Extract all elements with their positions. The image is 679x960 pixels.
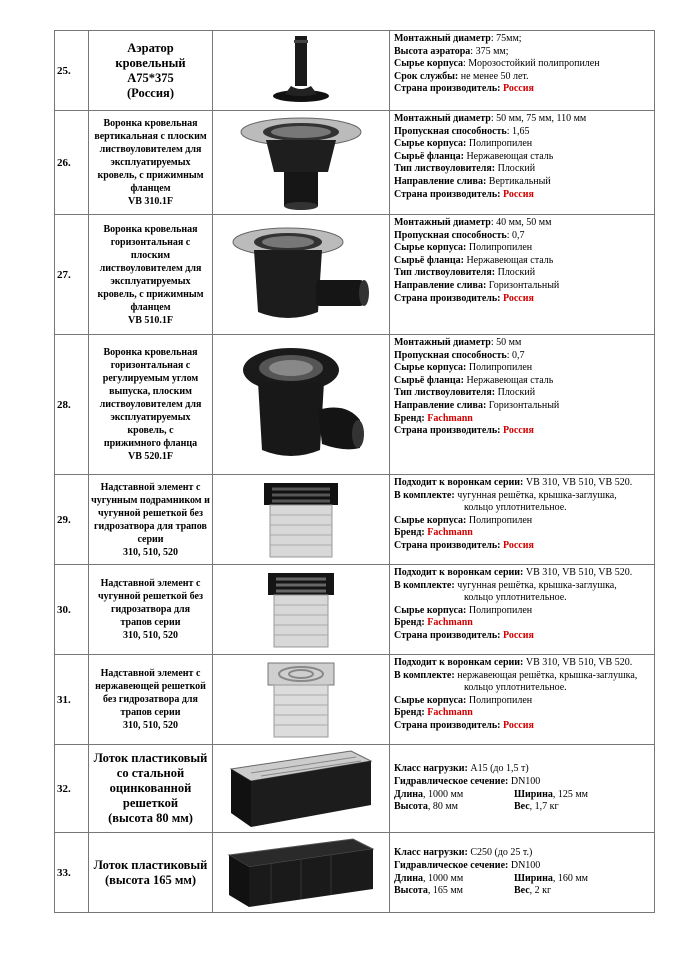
- table-row: [55, 31, 655, 111]
- product-specs: Монтажный диаметр: 75мм; Высота аэратора: 375 мм; Сырье корпуса: Морозостойкий полипропилен Срок службы: не менее 50 лет. Страна производитель: Россия: [390, 31, 655, 111]
- product-table: [54, 30, 655, 913]
- product-specs: Монтажный диаметр: 40 мм, 50 мм Пропускная способность: 0,7 Сырье корпуса: Полипропилен Сырьё фланца: Нержавеющая сталь Тип листвоуловителя: Плоский Направление слива: Горизонтальный Страна производитель: Россия: [390, 215, 655, 335]
- row-number: 26.: [55, 111, 89, 215]
- product-specs: Подходит к воронкам серии: VB 310, VB 510, VB 520. В комплекте: чугунная решётка, крышка-заглушка, кольцо уплотнительное. Сырье корпуса: Полипропилен Бренд: Fachmann Страна производитель: Россия: [390, 475, 655, 565]
- table-row: [55, 335, 655, 475]
- table-row: [55, 745, 655, 833]
- product-name: Лоток пластиковый (высота 165 мм): [89, 833, 213, 913]
- product-specs: Подходит к воронкам серии: VB 310, VB 510, VB 520. В комплекте: нержавеющая решётка, крышка-заглушка, кольцо уплотнительное. Сырье корпуса: Полипропилен Бренд: Fachmann Страна производитель: Россия: [390, 655, 655, 745]
- row-number: 25.: [55, 31, 89, 111]
- roof-funnel-vertical-image: [213, 111, 390, 215]
- table-row: [55, 565, 655, 655]
- table-row: [55, 111, 655, 215]
- product-name: Воронка кровельная горизонтальная с плоским листвоуловителем для эксплуатируемых кровель, с прижимным фланцем VB 510.1F: [89, 215, 213, 335]
- table-row: [55, 215, 655, 335]
- table-row: [55, 833, 655, 913]
- channel-steel-grate-image: [213, 745, 390, 833]
- roof-funnel-adjustable-image: [213, 335, 390, 475]
- product-name: Воронка кровельная вертикальная с плоским листвоуловителем для эксплуатируемых кровель, с прижимным фланцем VB 310.1F: [89, 111, 213, 215]
- product-specs: Подходит к воронкам серии: VB 310, VB 510, VB 520. В комплекте: чугунная решётка, крышка-заглушка, кольцо уплотнительное. Сырье корпуса: Полипропилен Бренд: Fachmann Страна производитель: Россия: [390, 565, 655, 655]
- product-name: Надставной элемент с чугунной решеткой без гидрозатвора для трапов серии 310, 510, 520: [89, 565, 213, 655]
- extension-cast-iron-frame-image: [213, 475, 390, 565]
- channel-plastic-image: [213, 833, 390, 913]
- product-name: Воронка кровельная горизонтальная с регулируемым углом выпуска, плоским листвоуловителем для эксплуатируемых кровель, с прижимного фланца VB 520.1F: [89, 335, 213, 475]
- table-row: [55, 655, 655, 745]
- row-number: 31.: [55, 655, 89, 745]
- row-number: 32.: [55, 745, 89, 833]
- product-name: Лоток пластиковый со стальной оцинкованной решеткой (высота 80 мм): [89, 745, 213, 833]
- table-row: [55, 475, 655, 565]
- product-name: Аэратор кровельный А75*375 (Россия): [89, 31, 213, 111]
- product-specs: Класс нагрузки: С250 (до 25 т.) Гидравлическое сечение: DN100 Длина, 1000 мм Ширина, 160 мм Высота, 165 мм Вес, 2 кг: [390, 833, 655, 913]
- row-number: 33.: [55, 833, 89, 913]
- row-number: 28.: [55, 335, 89, 475]
- roof-funnel-horizontal-image: [213, 215, 390, 335]
- product-name: Надставной элемент с нержавеющей решеткой без гидрозатвора для трапов серии 310, 510, 520: [89, 655, 213, 745]
- extension-cast-iron-grate-image: [213, 565, 390, 655]
- product-specs: Класс нагрузки: А15 (до 1,5 т) Гидравлическое сечение: DN100 Длина, 1000 мм Ширина, 125 мм Высота, 80 мм Вес, 1,7 кг: [390, 745, 655, 833]
- product-specs: Монтажный диаметр: 50 мм Пропускная способность: 0,7 Сырье корпуса: Полипропилен Сырьё фланца: Нержавеющая сталь Тип листвоуловителя: Плоский Направление слива: Горизонтальный Бренд: Fachmann Страна производитель: Россия: [390, 335, 655, 475]
- row-number: 30.: [55, 565, 89, 655]
- extension-stainless-grate-image: [213, 655, 390, 745]
- product-specs: Монтажный диаметр: 50 мм, 75 мм, 110 мм Пропускная способность: 1,65 Сырье корпуса: Полипропилен Сырьё фланца: Нержавеющая сталь Тип листвоуловителя: Плоский Направление слива: Вертикальный Страна производитель: Россия: [390, 111, 655, 215]
- row-number: 29.: [55, 475, 89, 565]
- product-name: Надставной элемент с чугунным подрамником и чугунной решеткой без гидрозатвора для трапов серии 310, 510, 520: [89, 475, 213, 565]
- aerator-image: [213, 31, 390, 111]
- row-number: 27.: [55, 215, 89, 335]
